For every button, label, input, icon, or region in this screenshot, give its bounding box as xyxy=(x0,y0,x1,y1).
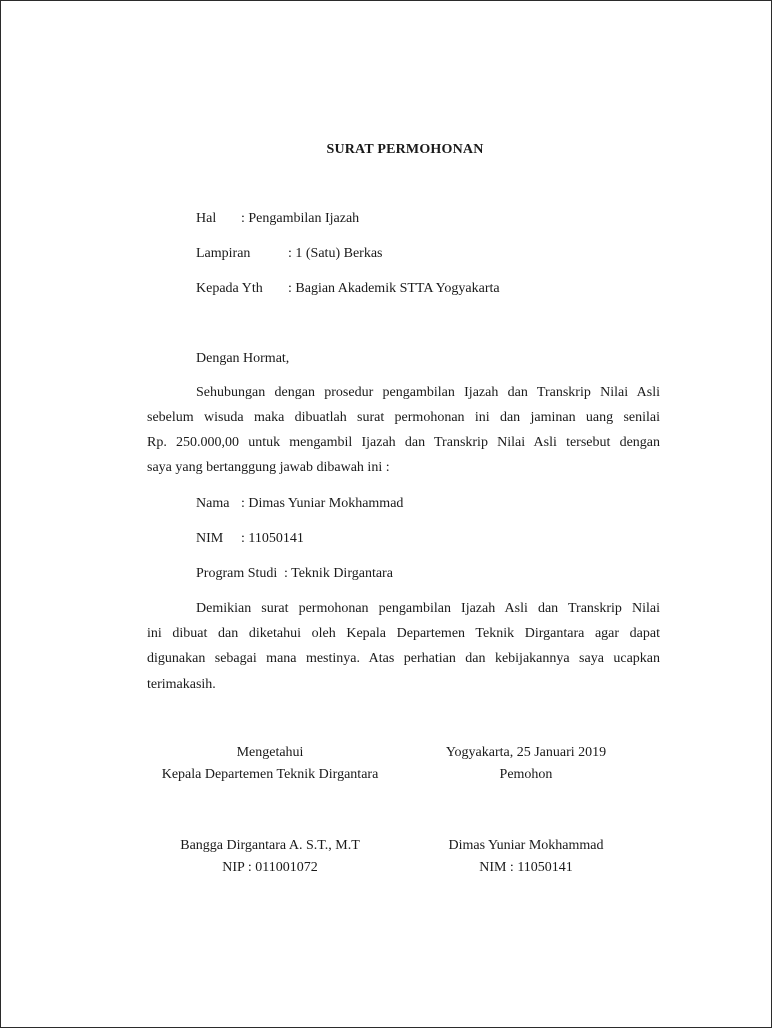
nama-label: Nama xyxy=(196,496,230,511)
mengetahui-label: Mengetahui xyxy=(236,745,304,760)
paragraph2-line: digunakan sebagai mana mestinya. Atas perhatian dan kebijakannya saya ucapkan xyxy=(147,651,660,666)
paragraph1-line: sebelum wisuda maka dibuatlah surat permohonan ini dan jaminan uang senilai xyxy=(147,410,660,425)
pemohon-label: Pemohon xyxy=(499,767,553,782)
signature-left-heading xyxy=(139,742,401,786)
nama-value: : Dimas Yuniar Mokhammad xyxy=(241,496,404,511)
place-date: Yogyakarta, 25 Januari 2019 xyxy=(445,745,607,760)
hal-value: : Pengambilan Ijazah xyxy=(241,211,360,226)
nim-label: NIM xyxy=(196,531,224,546)
lampiran-value: : 1 (Satu) Berkas xyxy=(288,246,383,261)
greeting: Dengan Hormat, xyxy=(196,351,290,366)
kepala-departemen-label: Kepala Departemen Teknik Dirgantara xyxy=(161,767,379,782)
signatory-left-name: Bangga Dirgantara A. S.T., M.T xyxy=(180,838,360,853)
signatory-right-nim: NIM : 11050141 xyxy=(479,860,573,875)
nim-value: : 11050141 xyxy=(241,531,304,546)
kepada-value: : Bagian Akademik STTA Yogyakarta xyxy=(288,281,500,296)
paragraph1-line: Rp. 250.000,00 untuk mengambil Ijazah dan Transkrip Nilai Asli tersebut dengan xyxy=(147,435,660,450)
letter-title: SURAT PERMOHONAN xyxy=(326,142,484,157)
paragraph1-line: saya yang bertanggung jawab dibawah ini : xyxy=(147,460,390,475)
prodi-label: Program Studi xyxy=(196,566,278,581)
paragraph1-line: Sehubungan dengan prosedur pengambilan Ijazah dan Transkrip Nilai Asli xyxy=(196,385,660,400)
kepada-label: Kepada Yth xyxy=(196,281,263,296)
lampiran-label: Lampiran xyxy=(196,246,251,261)
paragraph2-line: Demikian surat permohonan pengambilan Ijazah Asli dan Transkrip Nilai xyxy=(196,601,660,616)
paragraph2-line: terimakasih. xyxy=(147,677,216,692)
paragraph2-line: ini dibuat dan diketahui oleh Kepala Departemen Teknik Dirgantara agar dapat xyxy=(147,626,660,641)
signature-right-heading xyxy=(421,742,631,786)
signature-left-name-block xyxy=(139,835,401,879)
signatory-left-nip: NIP : 011001072 xyxy=(222,860,318,875)
signatory-right-name: Dimas Yuniar Mokhammad xyxy=(448,838,604,853)
signature-right-name-block xyxy=(421,835,631,879)
prodi-value: : Teknik Dirgantara xyxy=(284,566,393,581)
hal-label: Hal xyxy=(196,211,217,226)
